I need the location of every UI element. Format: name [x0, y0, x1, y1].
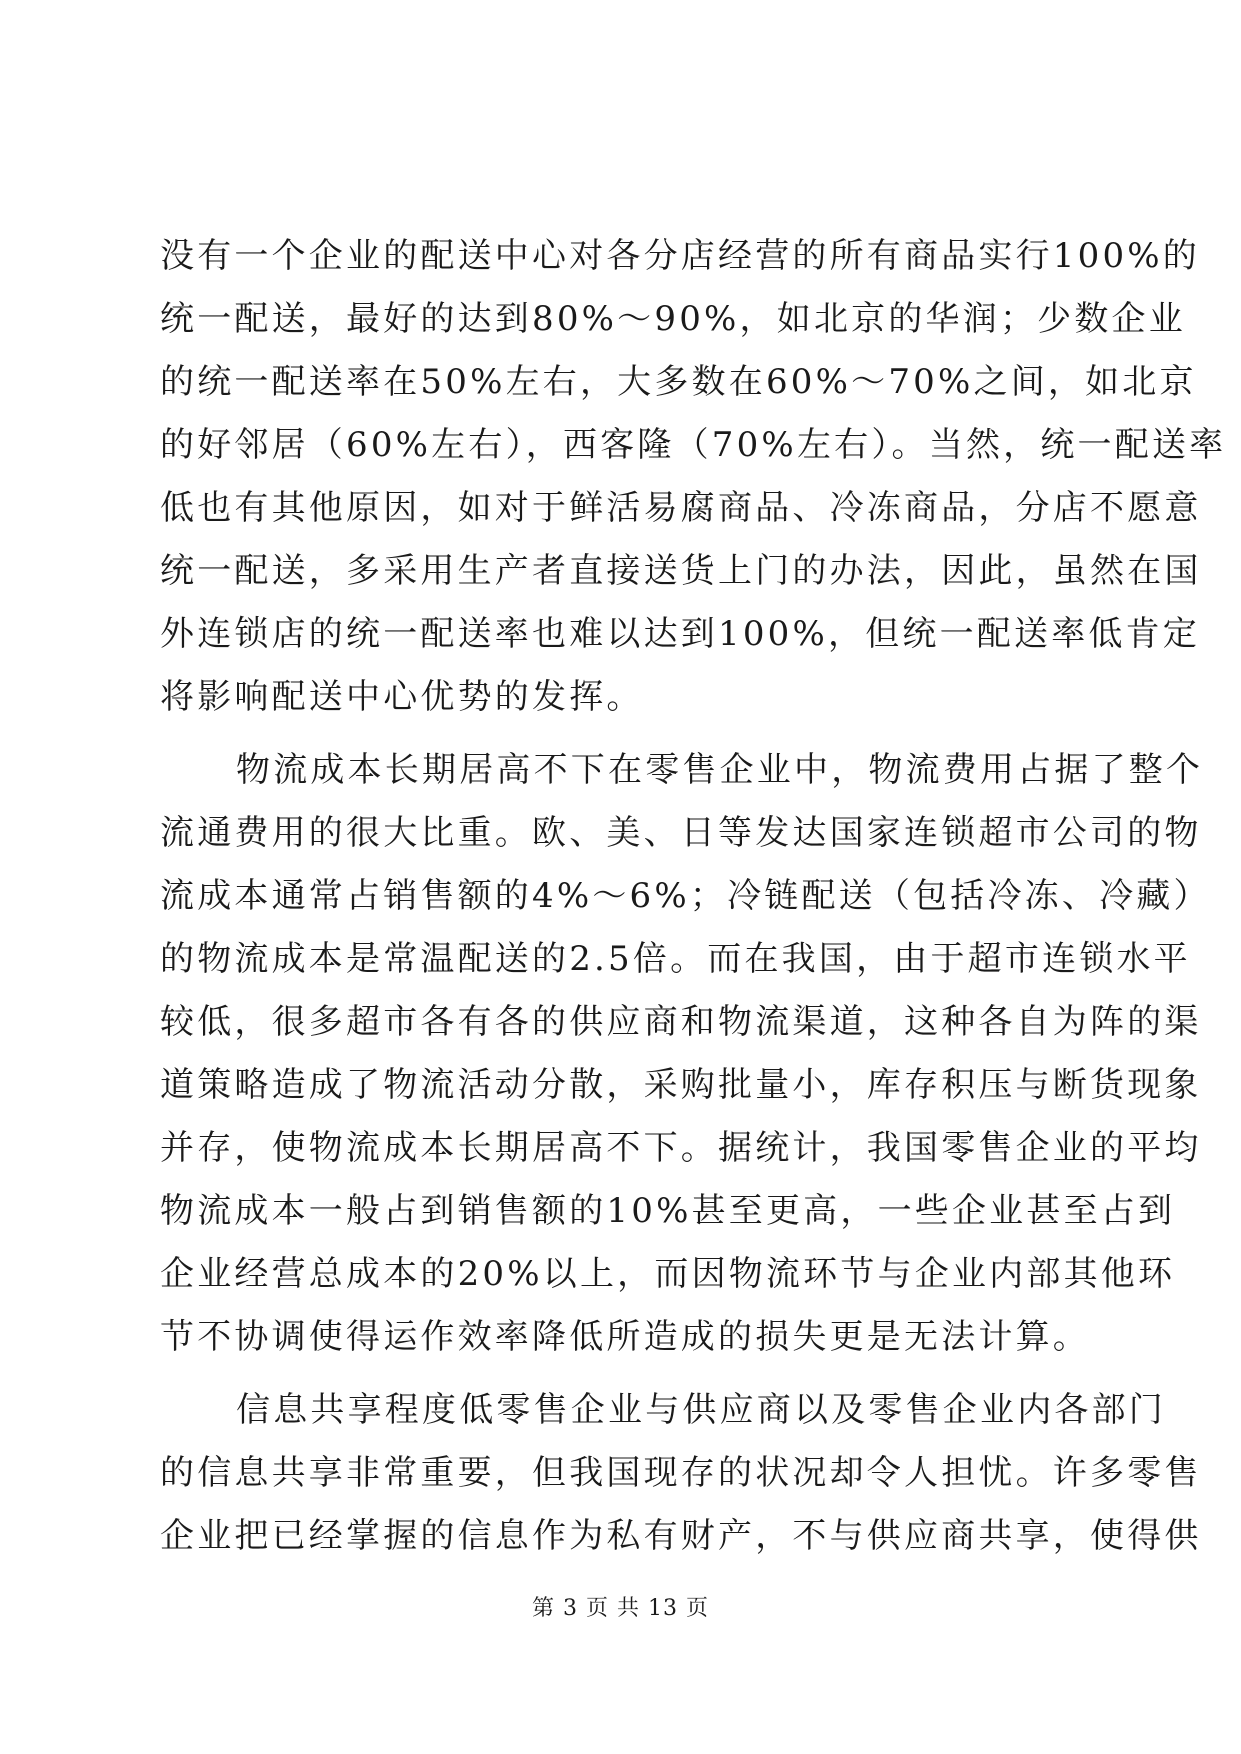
paragraph-1-line-1: 没有一个企业的配送中心对各分店经营的所有商品实行100%的 [160, 236, 1201, 276]
paragraph-1-line-2: 统一配送，最好的达到80%～90%，如北京的华润；少数企业 [160, 299, 1186, 339]
paragraph-1-line-7: 外连锁店的统一配送率也难以达到100%，但统一配送率低肯定 [160, 614, 1201, 654]
paragraph-3-line-1: 信息共享程度低零售企业与供应商以及零售企业内各部门 [236, 1390, 1166, 1430]
paragraph-2-line-4: 的物流成本是常温配送的2.5倍。而在我国，由于超市连锁水平 [160, 939, 1191, 979]
paragraph-2-line-7: 并存，使物流成本长期居高不下。据统计，我国零售企业的平均 [160, 1128, 1202, 1168]
paragraph-2-line-2: 流通费用的很大比重。欧、美、日等发达国家连锁超市公司的物 [160, 813, 1202, 853]
paragraph-1-line-3: 的统一配送率在50%左右，大多数在60%～70%之间，如北京 [160, 362, 1197, 402]
body-text [160, 225, 1227, 1568]
paragraph-3-line-2: 的信息共享非常重要，但我国现存的状况却令人担忧。许多零售 [160, 1453, 1202, 1493]
paragraph-1-line-6: 统一配送，多采用生产者直接送货上门的办法，因此，虽然在国 [160, 551, 1202, 591]
page-footer [0, 1591, 1241, 1622]
paragraph-1-line-8: 将影响配送中心优势的发挥。 [160, 677, 644, 717]
paragraph-2-line-3: 流成本通常占销售额的4%～6%；冷链配送（包括冷冻、冷藏） [160, 876, 1211, 916]
paragraph-1-line-4: 的好邻居（60%左右），西客隆（70%左右）。当然，统一配送率 [160, 425, 1227, 465]
paragraph-2-line-9: 企业经营总成本的20%以上，而因物流环节与企业内部其他环 [160, 1254, 1176, 1294]
paragraph-2-line-1: 物流成本长期居高不下在零售企业中，物流费用占据了整个 [236, 750, 1204, 790]
paragraph-2-line-10: 节不协调使得运作效率降低所造成的损失更是无法计算。 [160, 1317, 1090, 1357]
paragraph-2-line-6: 道策略造成了物流活动分散，采购批量小，库存积压与断货现象 [160, 1065, 1202, 1105]
page-number-label: 第 3 页 共 13 页 [532, 1596, 709, 1621]
paragraph-3-line-3: 企业把已经掌握的信息作为私有财产，不与供应商共享，使得供 [160, 1516, 1202, 1556]
paragraph-2-line-5: 较低，很多超市各有各的供应商和物流渠道，这种各自为阵的渠 [160, 1002, 1202, 1042]
paragraph-1-line-5: 低也有其他原因，如对于鲜活易腐商品、冷冻商品，分店不愿意 [160, 488, 1202, 528]
paragraph-2-line-8: 物流成本一般占到销售额的10%甚至更高，一些企业甚至占到 [160, 1191, 1176, 1231]
